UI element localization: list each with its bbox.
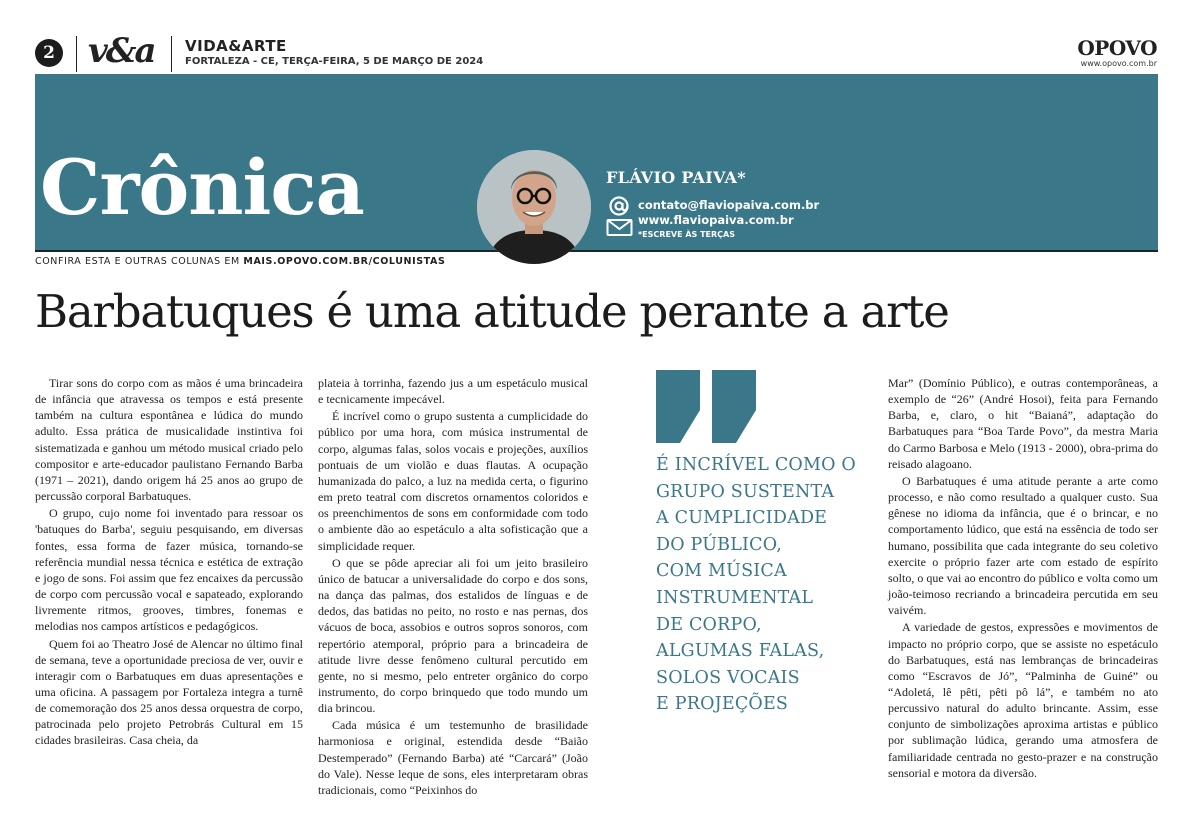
brand-logo: OPOVO xyxy=(1077,36,1157,60)
contact-icons xyxy=(606,196,634,238)
section-name: VIDA&ARTE xyxy=(185,37,287,55)
paragraph: Mar” (Domínio Público), e outras contemporâneas, a exemplo de “26” (André Hosoi), feita para Fernando Barba, e, claro, o hit “Baianá”, adaptação do Barbatuques para “Boa Tarde Povo”, da mestra Maria do Carmo Barbosa e Melo (1913 - 2000), obra-prima do reisado alagoano. xyxy=(888,376,1158,471)
author-website[interactable]: www.flaviopaiva.com.br xyxy=(638,213,794,227)
header-divider xyxy=(171,36,172,72)
section-logo: v&a xyxy=(88,31,155,71)
paragraph: Cada música é um testemunho de brasilidade harmoniosa e original, estendida desde “Baião Destemperado” (Fernando Barba) até “Carcará” (João do Vale). Nesse leque de sons, eles interpretaram obras tradicionais, como “Peixinhos do xyxy=(318,718,588,797)
banner-rule xyxy=(35,250,1158,252)
page-number: 2 xyxy=(35,39,63,67)
paragraph: A variedade de gestos, expressões e movimentos de impacto no próprio corpo, que se assiste no espetáculo do Barbatuques, está nas lembranças de brincadeiras como “Escravos de Jó”, “Palminha de Guiné” ou “Adoletá, lê pêti, pêti pô lá”, e também no ato percussivo natural do adulto brincante. Assim, esse conjunto de simbolizações aproxima artistas e público por sublimação lúdica, gerando uma atmosfera de familiaridade centrada no gesto-prazer e na construção sensorial e motora da diversão. xyxy=(888,620,1158,780)
more-columns-note: CONFIRA ESTA E OUTRAS COLUNAS EM MAIS.OPOVO.COM.BR/COLUNISTAS xyxy=(35,256,446,267)
article-column-2 xyxy=(318,375,588,799)
paragraph: É incrível como o grupo sustenta a cumplicidade do público por uma hora, com música instrumental de corpo, algumas falas, solos vocais e projeções, auxílios pontuais de um violão e duas flautas. A ocupação humanizada do palco, a luz na medida certa, o figurino em preto teatral com discretos ornamentos coloridos e os preenchimentos de sons em conformidade com todo o ambiente dão ao espetáculo a alta sofisticação que a simplicidade requer. xyxy=(318,409,588,553)
paragraph: O grupo, cujo nome foi inventado para ressoar os 'batuques do Barba', seguiu pesquisando, em diversas fontes, essa forma de fazer música, tornando-se referência mundial nessa técnica e estética de extração e jogo de sons. Foi assim que fez encaixes da percussão de corpo com percussão vocal e sapateado, explorando livremente ritmos, grooves, timbres, fonemas e melodias nos campos artísticos e pedagógicos. xyxy=(35,506,303,634)
article-headline: Barbatuques é uma atitude perante a arte xyxy=(35,285,949,338)
column-title: Crônica xyxy=(40,143,364,232)
paragraph: Tirar sons do corpo com as mãos é uma brincadeira de infância que atravessa os tempos e está presente também na cultura espontânea e lúdica do mundo adulto. Essa prática de musicalidade instintiva foi sistematizada e ganhou um método musical criado pelo compositor e arte-educador paulistano Fernando Barba (1971 – 2021), dando origem há 25 anos ao grupo de percussão corporal Barbatuques. xyxy=(35,376,303,504)
pull-quote: É INCRÍVEL COMO O GRUPO SUSTENTA A CUMPLICIDADE DO PÚBLICO, COM MÚSICA INSTRUMENTAL DE CORPO, ALGUMAS FALAS, SOLOS VOCAIS E PROJEÇÕES xyxy=(656,455,856,715)
author-schedule: *ESCREVE ÀS TERÇAS xyxy=(638,230,735,239)
quote-mark-icon xyxy=(656,370,758,443)
paragraph: O que se pôde apreciar ali foi um jeito brasileiro único de batucar a universalidade do corpo e dos sons, na dança das palmas, dos estalidos de línguas e de dedos, das batidas no peito, no rosto e nas pernas, dos vácuos de boca, assobios e outros sopros sonoros, com repertório atemporal, próprio para a brincadeira de atitude livre desse fenômeno cultural percutido em gente, no si mesmo, pelo entreter orgânico do corpo instrumento, do corpo brinquedo que todo mundo um dia brincou. xyxy=(318,555,588,716)
paragraph: Quem foi ao Theatro José de Alencar no último final de semana, teve a oportunidade preciosa de ver, ouvir e interagir com o Barbatuques em duas apresentações e uma oficina. A passagem por Fortaleza integra a turnê de comemoração dos 25 anos dessa orquestra de corpo, patrocinada pelo projeto Petrobrás Cultural em 15 cidades brasileiras. Casa cheia, da xyxy=(35,636,303,748)
header-divider xyxy=(76,36,77,72)
article-column-4 xyxy=(888,375,1158,782)
author-email[interactable]: contato@flaviopaiva.com.br xyxy=(638,198,820,212)
more-columns-link[interactable]: MAIS.OPOVO.COM.BR/COLUNISTAS xyxy=(243,256,446,267)
dateline: FORTALEZA - CE, TERÇA-FEIRA, 5 DE MARÇO DE 2024 xyxy=(185,56,484,67)
at-sign-icon xyxy=(611,198,628,215)
author-photo xyxy=(477,150,591,264)
paragraph: plateia à torrinha, fazendo jus a um espetáculo musical e tecnicamente impecável. xyxy=(318,376,588,407)
article-column-1 xyxy=(35,375,303,750)
brand-url: www.opovo.com.br xyxy=(1080,59,1157,68)
author-name: FLÁVIO PAIVA* xyxy=(606,168,746,187)
envelope-icon xyxy=(608,220,632,235)
paragraph: O Barbatuques é uma atitude perante a arte como processo, e não como resultado a qualquer custo. Sua gênese no idioma da infância, que é o brincar, e no comportamento lúdico, que está na essência de todo ser humano, possibilita que cada integrante do seu coletivo exercite o próprio fazer arte com estado de espírito solto, o que vai ao encontro do público e volta como um joão-teimoso recriando a brincadeira percutida em seu vaivém. xyxy=(888,473,1158,618)
